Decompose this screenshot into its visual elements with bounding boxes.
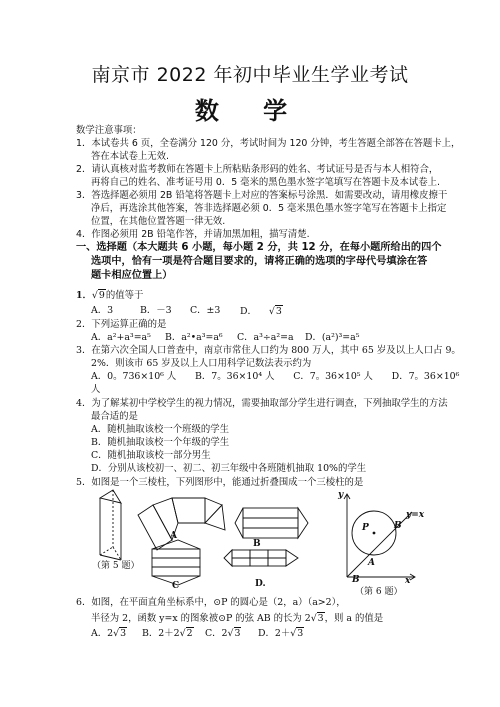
question-stem: 的值等于 <box>105 290 144 301</box>
option-a: A．3 <box>91 305 114 316</box>
radicand: 9 <box>98 290 105 301</box>
sqrt-sign: √ <box>91 290 98 301</box>
radicand: 3 <box>275 306 282 317</box>
option-d: D．分别从该校初一、初二、初三年级中各班随机抽取 10%的学生 <box>91 463 367 474</box>
net-d <box>224 550 298 566</box>
notice-line: 再将自己的姓名、准考证号用 0．5 毫米的黑色墨水签字笔填写在答题卡及本试卷上. <box>91 177 440 188</box>
notice-line: 4．作图必须用 2B 铅笔作答，并请加黑加粗，描写清楚. <box>76 229 310 240</box>
option-label: D．2＋ <box>258 628 291 639</box>
option-label: A．2 <box>91 628 114 639</box>
net-c <box>152 540 200 585</box>
question-text: 半径为 2，函数 y=x 的图象被⊙P 的弦 AB 的长为 2 <box>91 613 311 624</box>
circle-center-point <box>373 532 376 535</box>
section-heading: 题卡相应位置上） <box>91 270 173 281</box>
notice-line: 答在本试卷上无效. <box>91 151 169 162</box>
option-label: D． <box>240 306 257 317</box>
option-b: B．2＋2√2 <box>142 628 193 639</box>
option-label: C．2 <box>205 628 228 639</box>
option-c: C．2√3 <box>205 628 241 639</box>
option-c: C．随机抽取该校一部分男生 <box>91 450 211 461</box>
notice-line: 1．本试卷共 6 页，全卷满分 120 分，考试时间为 120 分钟，考生答题全部答在答题卡上， <box>76 138 461 149</box>
option-d: D． √3 <box>240 306 282 317</box>
radicand: 3 <box>297 628 304 639</box>
radicand: 3 <box>317 613 324 624</box>
option-a: A．a²+a³=a⁵ <box>91 332 151 343</box>
question-number: 1． <box>76 290 92 301</box>
point-b-label: B <box>394 521 402 531</box>
coordinate-figure <box>344 494 415 580</box>
point-a-label: A <box>368 558 375 568</box>
question-6-line: 半径为 2，函数 y=x 的图象被⊙P 的弦 AB 的长为 2√3，则 a 的值是 <box>91 613 384 624</box>
question-3-line: 2%．则该市 65 岁及以上人口用科学记数法表示约为 <box>91 358 312 369</box>
center-label: P <box>362 523 369 533</box>
figure-5-caption: （第 5 题） <box>92 561 140 571</box>
section-heading: 一、选择题（本大题共 6 小题，每小题 2 分，共 12 分，在每小题所给出的四个 <box>76 242 442 253</box>
question-4: 4．为了解某初中学校学生的视力情况，需要抽取部分学生进行调查，下列抽取学生的方法 <box>76 398 448 409</box>
origin-b-label: B <box>352 575 360 585</box>
radicand: 3 <box>234 628 241 639</box>
notice-line: 位置，在其他位置答题一律无效. <box>91 216 226 227</box>
triangular-prism <box>100 490 121 560</box>
radicand: 3 <box>120 628 127 639</box>
line-label: y=x <box>406 510 425 520</box>
question-3-tail: 人 <box>91 384 101 395</box>
question-2: 2．下列运算正确的是 <box>76 319 167 330</box>
net-b <box>235 508 308 538</box>
net-b-label: B <box>253 539 261 549</box>
option-d: D．2＋√3 <box>258 628 304 639</box>
notice-line: 2．请认真核对监考教师在答题卡上所粘贴条形码的姓名、考试证号是否与本人相符合， <box>76 164 439 175</box>
option-a: A．随机抽取该校一个班级的学生 <box>91 424 230 435</box>
question-4-line: 最合适的是 <box>91 411 138 422</box>
question-text: ，则 a 的值是 <box>324 613 384 624</box>
question-3-options: A．0。736×10⁶ 人 B．7。36×10⁴ 人 C．7。36×10⁵ 人 D．7。36×10⁶ <box>91 371 460 382</box>
question-3: 3．在第六次全国人口普查中，南京市常住人口约为 800 万人，其中 65 岁及以上人口占 9。 <box>76 345 461 356</box>
notice-heading: 数学注意事项： <box>76 125 142 136</box>
notice-line: 3．答选择题必须用 2B 铅笔将答题卡上对应的答案标号涂黑．如需要改动，请用橡皮擦干 <box>76 190 448 201</box>
subject-title: 数 学 <box>194 96 306 125</box>
option-c: C．±3 <box>190 305 221 316</box>
option-d: D．(a²)³=a⁵ <box>305 332 360 343</box>
option-c: C．a³÷a²=a <box>237 332 294 343</box>
section-heading: 选项中，恰有一项是符合题目要求的，请将正确的选项的字母代号填涂在答 <box>91 256 428 267</box>
option-b: B．a²•a³=a⁶ <box>165 332 223 343</box>
exam-title: 南京市 2022 年初中毕业生学业考试 <box>91 64 409 86</box>
option-label: B．2＋2 <box>142 628 180 639</box>
option-b: B．随机抽取该校一个年级的学生 <box>91 437 230 448</box>
question-5: 5．如图是一个三棱柱，下列图形中，能通过折叠围成一个三棱柱的是 <box>76 477 364 488</box>
x-axis-label: x <box>405 576 411 586</box>
question-6: 6．如图，在平面直角坐标系中，⊙P 的圆心是（2，a）（a>2）， <box>76 597 346 608</box>
net-a-label: A <box>170 531 177 541</box>
notice-line: 净后，再选涂其他答案，答非选择题必须 0．5 毫米黑色墨水签字笔写在答题卡上指定 <box>91 203 447 214</box>
y-axis-label: y <box>338 490 344 500</box>
option-b: B．－3 <box>140 305 172 316</box>
net-c-label: C <box>172 581 180 591</box>
net-a <box>138 498 225 550</box>
figure-6-caption: （第 6 题） <box>355 587 403 597</box>
radicand: 2 <box>186 628 193 639</box>
net-d-label: D. <box>255 579 266 589</box>
option-a: A．2√3 <box>91 628 127 639</box>
